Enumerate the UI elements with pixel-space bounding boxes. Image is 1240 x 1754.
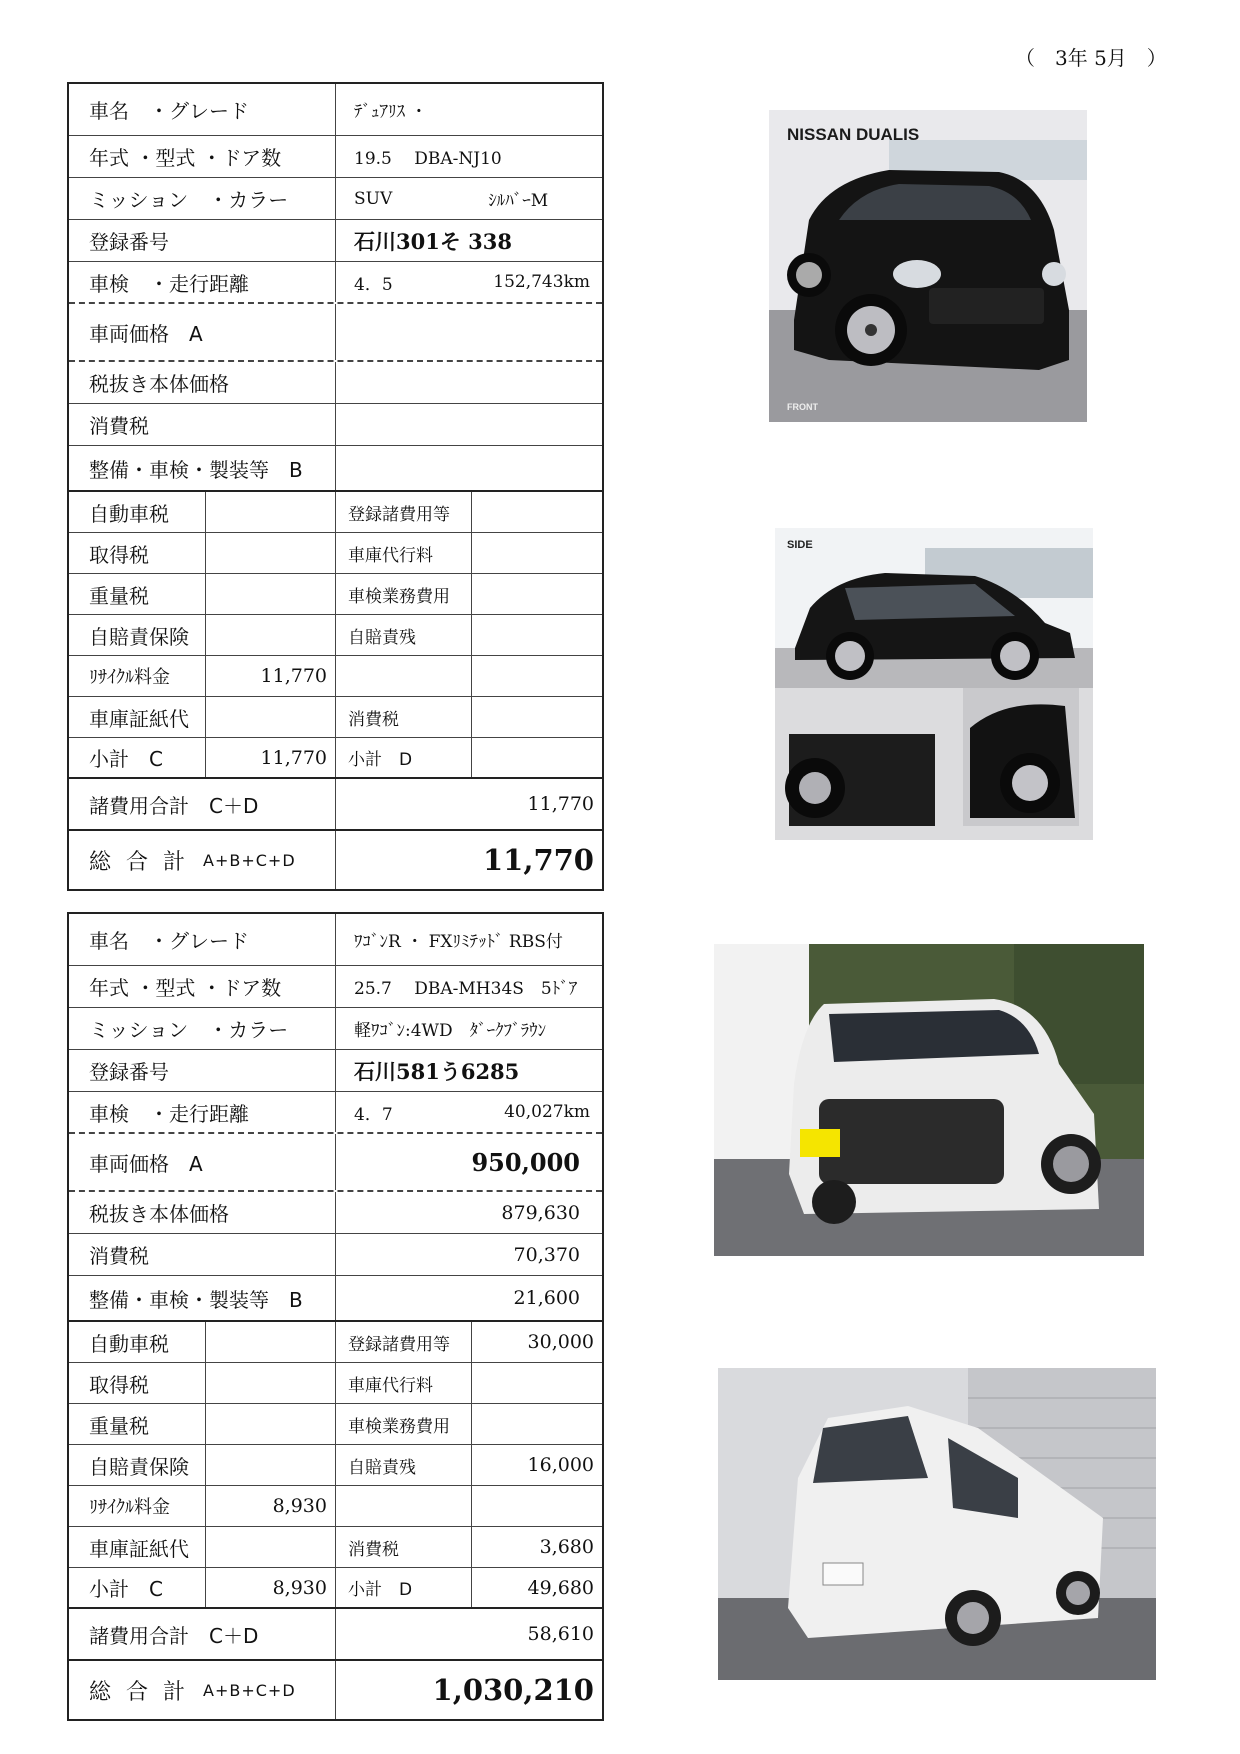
subtotal-c-value: 11,770	[205, 738, 335, 777]
fee-total-label: 諸費用合計 C＋D	[89, 793, 259, 818]
fee-row	[69, 1404, 602, 1445]
fee-value	[205, 533, 335, 573]
mission-type: SUV	[354, 188, 393, 209]
fee-total-value: 58,610	[335, 1609, 602, 1659]
fee-value	[471, 492, 602, 532]
consumption-tax-value: 70,370	[335, 1234, 602, 1275]
grand-total-label	[69, 831, 335, 889]
fee-label: 車庫代行料	[335, 533, 471, 573]
fee-label: 登録諸費用等	[335, 492, 471, 532]
service-value: 21,600	[335, 1276, 602, 1320]
year-label: 年式 ・型式 ・ドア数	[89, 976, 282, 1000]
inspection-label: 車検 ・走行距離	[89, 271, 249, 296]
service-label: 整備・車検・製装等 B	[89, 1287, 303, 1312]
mission-type: 軽ﾜｺﾞﾝ:4WD ﾀﾞｰｸﾌﾞﾗｳﾝ	[354, 1021, 547, 1041]
fee-row	[69, 656, 602, 697]
fee-value: 16,000	[471, 1445, 602, 1485]
mileage-value: 40,027km	[504, 1102, 590, 1122]
fee-value	[471, 574, 602, 614]
car-name-value: ﾜｺﾞﾝR ・ FXﾘﾐﾃｯﾄﾞ RBS付	[335, 914, 602, 965]
service-label: 整備・車検・製装等 B	[89, 457, 303, 482]
mission-value	[335, 178, 602, 219]
fee-label: 車検業務費用	[335, 574, 471, 614]
mission-row	[69, 178, 602, 220]
fee-label: 取得税	[89, 542, 149, 567]
inspection-value	[335, 262, 602, 302]
fee-row	[69, 1486, 602, 1527]
pre-tax-row	[69, 1192, 602, 1234]
fee-label: 自動車税	[89, 501, 169, 526]
vehicle-sheet-wagonr	[67, 912, 604, 1721]
fee-label: 取得税	[89, 1372, 149, 1397]
fee-label: 重量税	[89, 1413, 149, 1438]
fee-value: 30,000	[471, 1322, 602, 1362]
fee-label: 自賠責保険	[89, 1454, 189, 1479]
registration-label: 登録番号	[89, 230, 169, 254]
pre-tax-label: 税抜き本体価格	[89, 1202, 229, 1226]
inspection-row	[69, 1092, 602, 1134]
car-name-value: ﾃﾞｭｱﾘｽ ・	[335, 84, 602, 135]
fee-label: 車検業務費用	[335, 1404, 471, 1444]
year-label: 年式 ・型式 ・ドア数	[89, 146, 282, 170]
fee-label: 車庫証紙代	[89, 1536, 189, 1561]
fee-value	[471, 1363, 602, 1403]
mission-label: ミッション ・カラー	[89, 1018, 289, 1042]
wagonr-rear-photo	[718, 1368, 1156, 1680]
service-row	[69, 1276, 602, 1322]
inspection-value	[335, 1092, 602, 1132]
pre-tax-row	[69, 362, 602, 404]
fee-row	[69, 492, 602, 533]
dualis-front-caption: FRONT	[787, 402, 818, 412]
fee-value	[205, 492, 335, 532]
fee-value	[205, 1404, 335, 1444]
document-date: （ 3年 5月 ）	[1015, 46, 1167, 70]
dualis-side-caption: SIDE	[787, 539, 813, 551]
consumption-tax-value	[335, 404, 602, 445]
car-name-label: 車名 ・グレード	[89, 99, 249, 123]
grand-total-formula: A+B+C+D	[203, 850, 296, 870]
consumption-tax-row	[69, 404, 602, 446]
consumption-tax-row	[69, 1234, 602, 1276]
consumption-tax-label: 消費税	[89, 1244, 149, 1268]
fee-label: 自賠責残	[335, 615, 471, 655]
subtotal-row	[69, 738, 602, 779]
vehicle-sheet-dualis	[67, 82, 604, 891]
car-name-row	[69, 84, 602, 136]
registration-row	[69, 220, 602, 262]
subtotal-d-value: 49,680	[471, 1568, 602, 1607]
fee-value	[471, 533, 602, 573]
fee-value	[205, 574, 335, 614]
year-value: 19.5 DBA-NJ10	[335, 136, 602, 177]
service-row	[69, 446, 602, 492]
color-value: ｼﾙﾊﾞｰM	[488, 191, 549, 211]
fee-row	[69, 615, 602, 656]
dualis-brand-caption: NISSAN DUALIS	[787, 125, 920, 144]
pre-tax-label: 税抜き本体価格	[89, 372, 229, 396]
subtotal-c-label: 小計 C	[89, 747, 163, 771]
fee-label: 自動車税	[89, 1331, 169, 1356]
registration-value: 石川301そ 338	[335, 220, 602, 261]
fee-label: 車庫証紙代	[89, 706, 189, 731]
fee-label: ﾘｻｲｸﾙ料金	[89, 667, 170, 688]
subtotal-c-label: 小計 C	[89, 1577, 163, 1601]
subtotal-c-value: 8,930	[205, 1568, 335, 1607]
fee-row	[69, 1445, 602, 1486]
price-value: 950,000	[335, 1134, 602, 1190]
year-row	[69, 136, 602, 178]
mileage-value: 152,743km	[493, 272, 590, 292]
fee-value	[471, 1404, 602, 1444]
price-label: 車両価格 A	[89, 321, 203, 346]
fee-label: 自賠責残	[335, 1445, 471, 1485]
fee-total-label: 諸費用合計 C＋D	[89, 1623, 259, 1648]
subtotal-d-label: 小計 D	[335, 1568, 471, 1607]
pre-tax-value	[335, 362, 602, 403]
year-value: 25.7 DBA-MH34S 5ﾄﾞｱ	[335, 966, 602, 1007]
mission-label: ミッション ・カラー	[89, 188, 289, 212]
fee-value	[205, 1322, 335, 1362]
fee-value	[471, 656, 602, 696]
grand-total-title: 総 合 計	[89, 849, 189, 875]
fee-value: 8,930	[205, 1486, 335, 1526]
fee-row	[69, 574, 602, 615]
fee-label: ﾘｻｲｸﾙ料金	[89, 1497, 170, 1518]
fee-total-row	[69, 779, 602, 831]
fee-row	[69, 1322, 602, 1363]
fee-value	[205, 1363, 335, 1403]
fee-value	[205, 1445, 335, 1485]
grand-total-value: 11,770	[335, 831, 602, 889]
registration-row	[69, 1050, 602, 1092]
dualis-side-photo	[775, 528, 1093, 840]
fee-value	[205, 1527, 335, 1567]
fee-value: 11,770	[205, 656, 335, 696]
pre-tax-value: 879,630	[335, 1192, 602, 1233]
price-row	[69, 304, 602, 362]
consumption-tax-label: 消費税	[89, 414, 149, 438]
fee-value: 3,680	[471, 1527, 602, 1567]
registration-value: 石川581う6285	[335, 1050, 602, 1091]
subtotal-row	[69, 1568, 602, 1609]
fee-row	[69, 1527, 602, 1568]
fee-row	[69, 697, 602, 738]
car-name-row	[69, 914, 602, 966]
inspection-date: 4．5	[354, 274, 393, 295]
mission-value	[335, 1008, 602, 1049]
fee-value	[471, 615, 602, 655]
fee-value	[471, 697, 602, 737]
grand-total-label	[69, 1661, 335, 1719]
wagonr-front-photo	[714, 944, 1144, 1256]
fee-label	[335, 1486, 471, 1526]
dualis-front-photo	[769, 110, 1087, 422]
fee-value	[205, 697, 335, 737]
inspection-row	[69, 262, 602, 304]
subtotal-d-label: 小計 D	[335, 738, 471, 777]
fee-row	[69, 1363, 602, 1404]
fee-total-value: 11,770	[335, 779, 602, 829]
fee-label: 消費税	[335, 697, 471, 737]
grand-total-formula: A+B+C+D	[203, 1680, 296, 1700]
fee-label: 消費税	[335, 1527, 471, 1567]
service-value	[335, 446, 602, 490]
subtotal-d-value	[471, 738, 602, 777]
grand-total-value: 1,030,210	[335, 1661, 602, 1719]
fee-label: 重量税	[89, 583, 149, 608]
fee-row	[69, 533, 602, 574]
car-name-label: 車名 ・グレード	[89, 929, 249, 953]
fee-label: 車庫代行料	[335, 1363, 471, 1403]
inspection-date: 4．7	[354, 1104, 393, 1125]
grand-total-row	[69, 831, 602, 889]
fee-value	[205, 615, 335, 655]
grand-total-row	[69, 1661, 602, 1719]
fee-label	[335, 656, 471, 696]
fee-label: 登録諸費用等	[335, 1322, 471, 1362]
inspection-label: 車検 ・走行距離	[89, 1101, 249, 1126]
registration-label: 登録番号	[89, 1060, 169, 1084]
price-label: 車両価格 A	[89, 1151, 203, 1176]
grand-total-title: 総 合 計	[89, 1679, 189, 1705]
year-row	[69, 966, 602, 1008]
fee-total-row	[69, 1609, 602, 1661]
mission-row	[69, 1008, 602, 1050]
price-row	[69, 1134, 602, 1192]
fee-value	[471, 1486, 602, 1526]
fee-label: 自賠責保険	[89, 624, 189, 649]
price-value	[335, 304, 602, 360]
